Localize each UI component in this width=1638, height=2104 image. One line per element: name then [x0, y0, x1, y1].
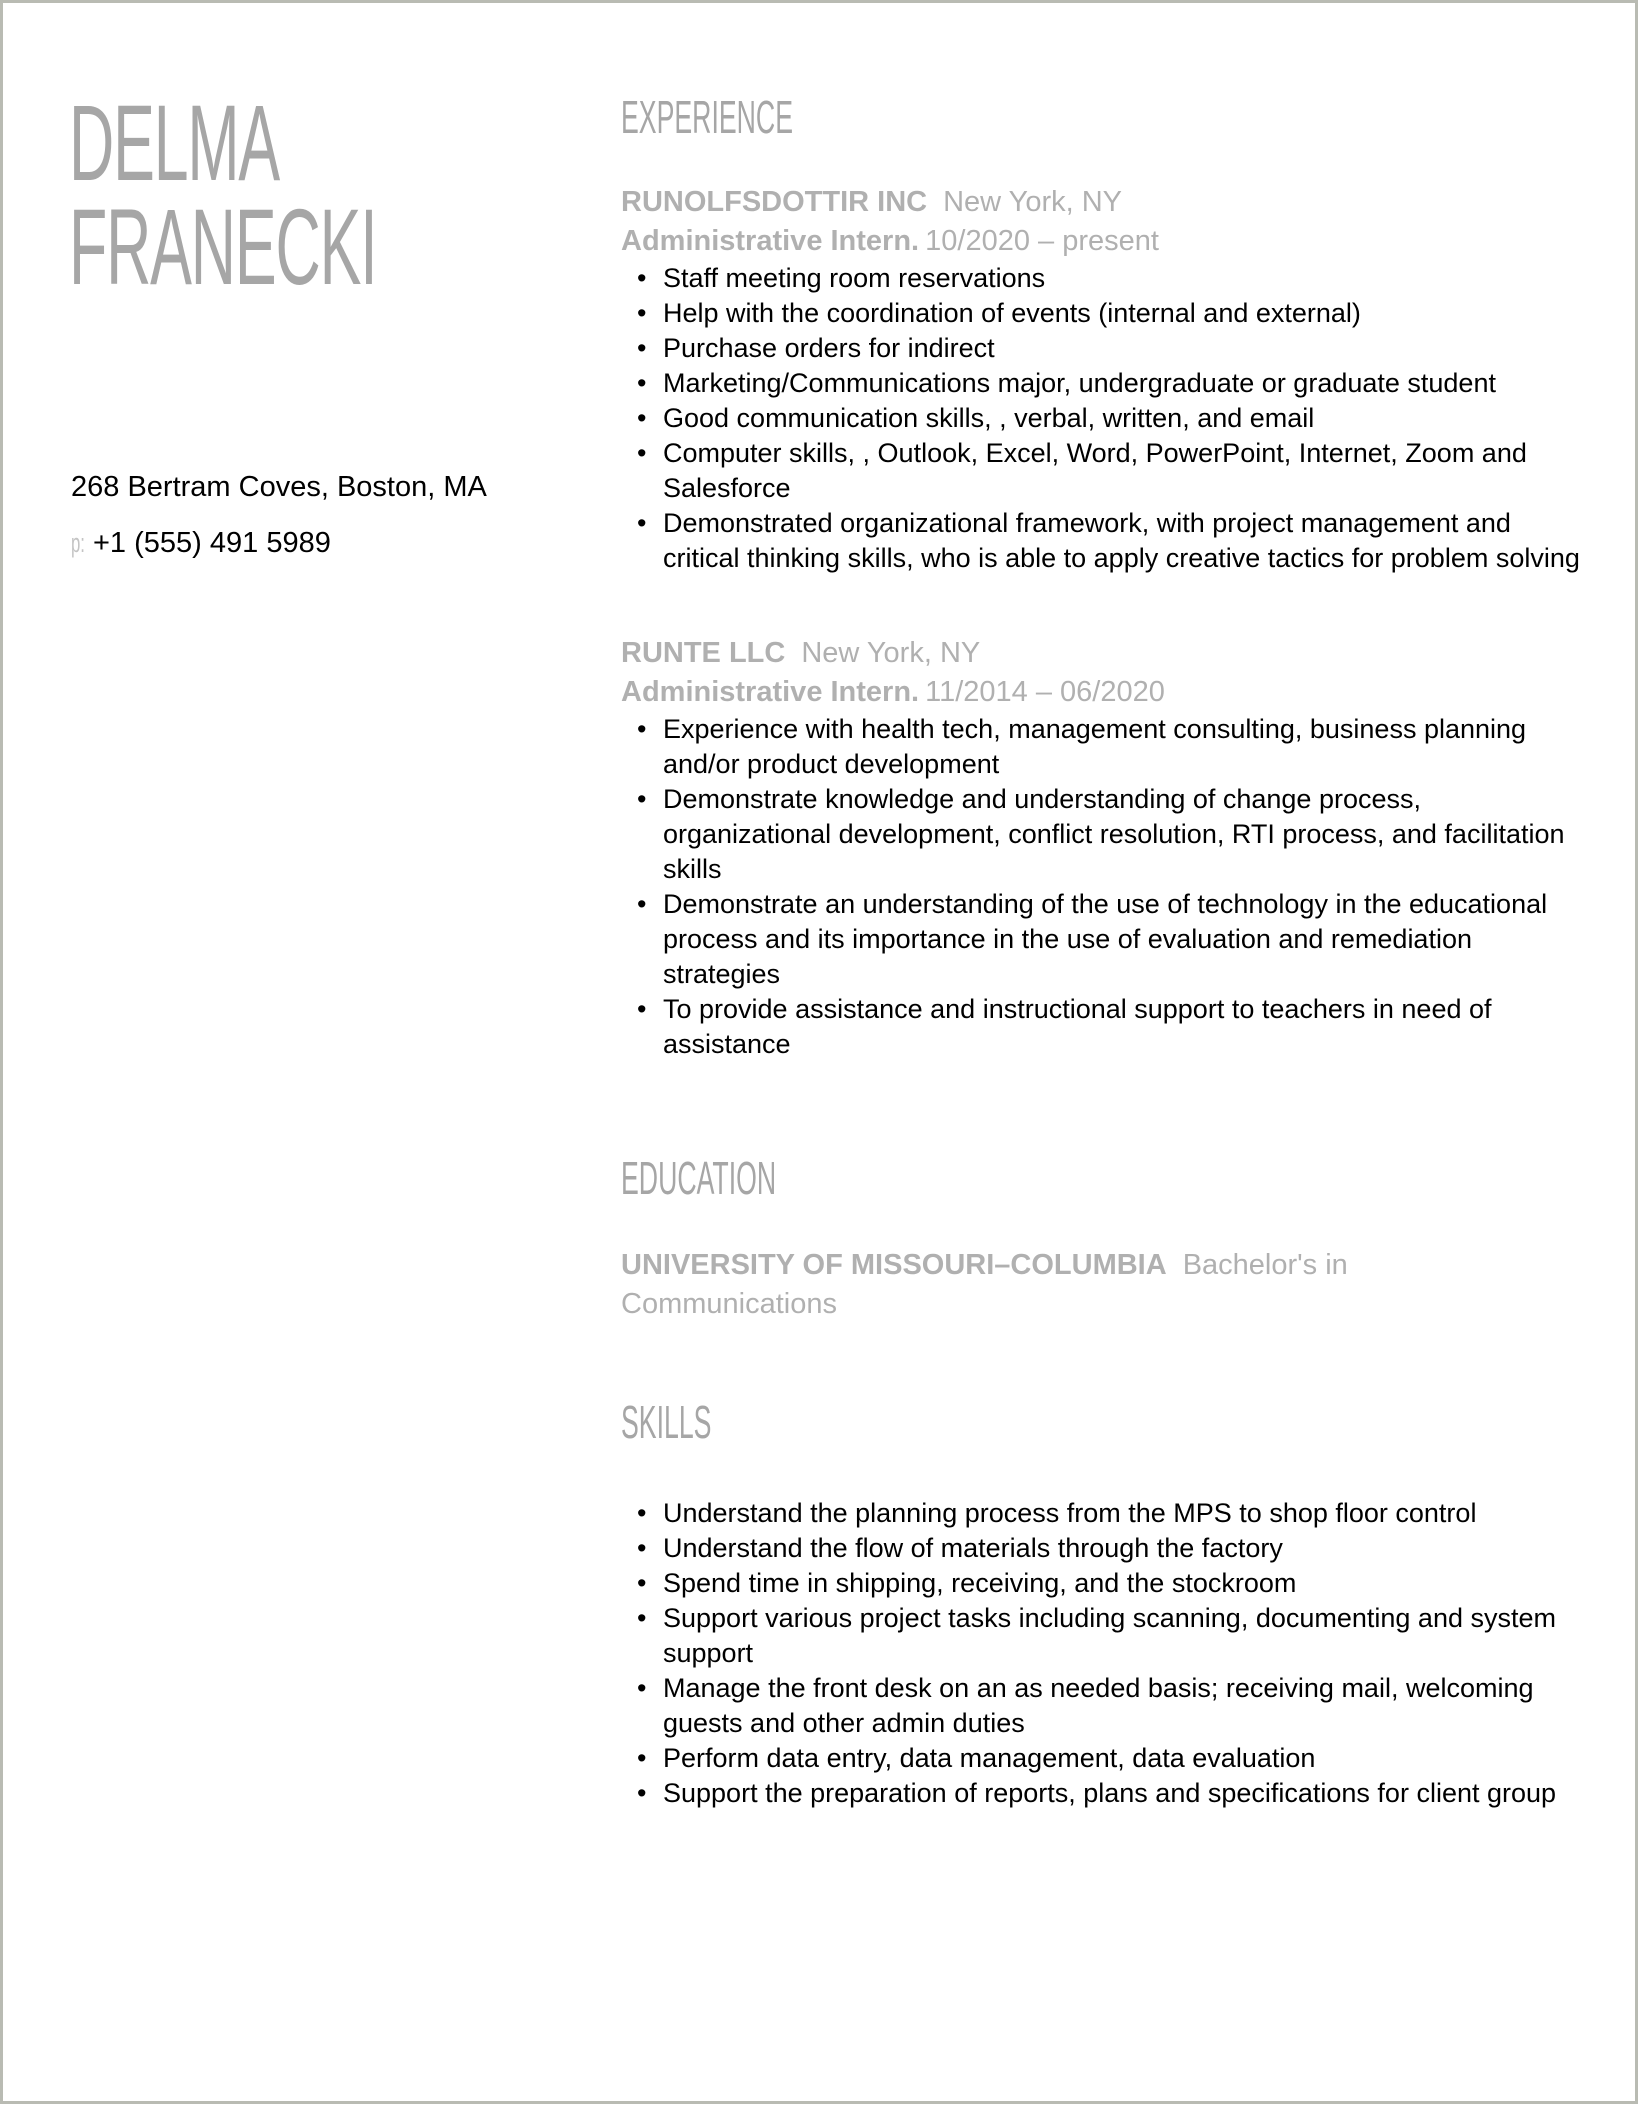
job-role: Administrative Intern.: [621, 676, 920, 708]
job-location: New York, NY: [801, 637, 981, 669]
list-item: • Good communication skills, , verbal, written, and email: [663, 401, 1581, 436]
job-company: RUNTE LLC: [621, 637, 786, 669]
school-name: UNIVERSITY OF MISSOURI–COLUMBIA: [621, 1249, 1167, 1281]
degree: Bachelor's in Communications: [621, 1249, 1348, 1320]
main-content: [621, 91, 1581, 1811]
list-item: • Manage the front desk on an as needed basis; receiving mail, welcoming guests and other admin duties: [663, 1671, 1581, 1741]
list-item: • Demonstrated organizational framework, with project management and critical thinking skills, who is able to apply creative tactics for problem solving: [663, 506, 1581, 576]
skills-heading: SKILLS: [621, 1396, 712, 1448]
candidate-name: [69, 82, 549, 307]
list-item: • Understand the planning process from the MPS to shop floor control: [663, 1496, 1581, 1531]
list-item: • Support the preparation of reports, plans and specifications for client group: [663, 1776, 1581, 1811]
job-company-row: [621, 634, 1581, 673]
list-item: • Marketing/Communications major, undergraduate or graduate student: [663, 366, 1581, 401]
job-location: New York, NY: [943, 186, 1123, 218]
experience-section: [621, 91, 1581, 1062]
contact-info: [71, 469, 571, 561]
experience-heading: EXPERIENCE: [621, 91, 793, 143]
contact-phone-row: [71, 525, 571, 561]
last-name: FRANECKI: [69, 186, 377, 307]
job-entry: [621, 634, 1581, 1062]
education-section: [621, 1152, 1581, 1324]
list-item: • Purchase orders for indirect: [663, 331, 1581, 366]
list-item: • Help with the coordination of events (internal and external): [663, 296, 1581, 331]
list-item: • Staff meeting room reservations: [663, 261, 1581, 296]
job-role-row: [621, 673, 1581, 712]
skills-list: [621, 1496, 1581, 1811]
list-item: • Spend time in shipping, receiving, and the stockroom: [663, 1566, 1581, 1601]
list-item: • To provide assistance and instructional support to teachers in need of assistance: [663, 992, 1581, 1062]
list-item: • Perform data entry, data management, data evaluation: [663, 1741, 1581, 1776]
job-responsibilities: [621, 712, 1581, 1062]
list-item: • Demonstrate knowledge and understanding of change process, organizational development, conflict resolution, RTI process, and facilitation skills: [663, 782, 1581, 887]
list-item: • Computer skills, , Outlook, Excel, Word, PowerPoint, Internet, Zoom and Salesforce: [663, 436, 1581, 506]
job-responsibilities: [621, 261, 1581, 576]
education-heading: EDUCATION: [621, 1152, 777, 1204]
job-role: Administrative Intern.: [621, 225, 920, 257]
first-name: DELMA: [69, 82, 280, 203]
job-company-row: [621, 183, 1581, 222]
contact-address: 268 Bertram Coves, Boston, MA: [71, 471, 487, 503]
phone-label: p:: [71, 528, 85, 558]
skills-section: [621, 1396, 1581, 1811]
job-company: RUNOLFSDOTTIR INC: [621, 186, 928, 218]
job-role-row: [621, 222, 1581, 261]
job-dates: 10/2020 – present: [925, 225, 1159, 257]
job-dates: 11/2014 – 06/2020: [925, 676, 1165, 708]
list-item: • Demonstrate an understanding of the use of technology in the educational process and its importance in the use of evaluation and remediation strategies: [663, 887, 1581, 992]
list-item: • Experience with health tech, management consulting, business planning and/or product development: [663, 712, 1581, 782]
list-item: • Support various project tasks including scanning, documenting and system support: [663, 1601, 1581, 1671]
job-entry: [621, 183, 1581, 576]
phone-number: +1 (555) 491 5989: [93, 527, 331, 559]
list-item: • Understand the flow of materials through the factory: [663, 1531, 1581, 1566]
education-entry: [621, 1246, 1381, 1324]
